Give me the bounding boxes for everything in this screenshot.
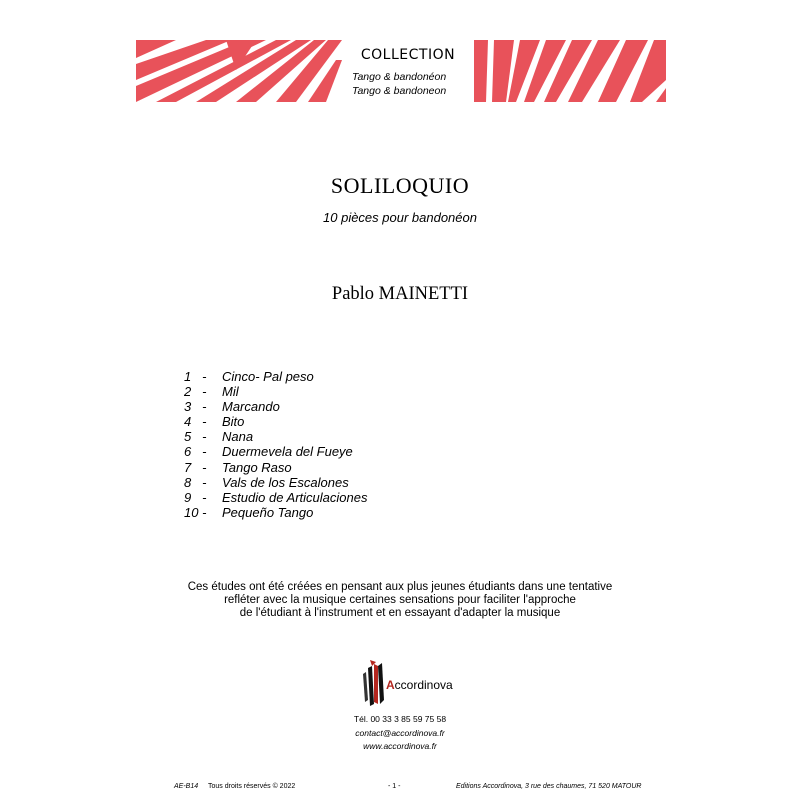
piece-number: 7 - xyxy=(184,459,207,475)
page-subtitle: 10 pièces pour bandonéon xyxy=(323,210,477,225)
piece-title: Estudio de Articulaciones xyxy=(222,489,368,505)
logo-wordmark: ccordinova xyxy=(394,678,453,692)
description-line: Ces études ont été créées en pensant aux plus jeunes étudiants dans une tentative xyxy=(187,581,613,593)
footer-page-number: - 1 - xyxy=(388,783,401,790)
composer-name: Pablo MAINETTI xyxy=(331,284,469,304)
piece-title: Pequeño Tango xyxy=(222,504,314,520)
accordinova-logo xyxy=(360,660,460,710)
piece-number: 2 - xyxy=(184,384,207,400)
piece-title: Marcando xyxy=(222,399,280,415)
collection-banner xyxy=(136,40,666,102)
page-title: SOLILOQUIO xyxy=(330,173,470,198)
logo-text xyxy=(386,678,453,692)
piece-number: 4 - xyxy=(184,414,207,430)
piece-number: 10 - xyxy=(184,504,207,520)
piece-title: Duermevela del Fueye xyxy=(222,444,353,460)
piece-number: 3 - xyxy=(184,399,207,415)
description xyxy=(0,581,800,620)
description-line: de l'étudiant à l'instrument et en essayant d'adapter la musique xyxy=(239,607,561,619)
piece-number: 5 - xyxy=(184,429,207,445)
footer-address: Editions Accordinova, 3 rue des chaumes, 71 520 MATOUR xyxy=(456,783,642,790)
description-line: refléter avec la musique certaines sensations pour faciliter l'approche xyxy=(224,594,576,606)
footer-rights: Tous droits réservés © 2022 xyxy=(208,783,296,790)
piece-number: 6 - xyxy=(184,444,207,460)
collection-label-box xyxy=(342,44,474,98)
piece-number: 1 - xyxy=(184,369,207,384)
piece-number: 8 - xyxy=(184,474,207,490)
logo-letter: A xyxy=(386,678,395,692)
piece-title: Cinco- Pal peso xyxy=(222,369,314,384)
piece-title: Nana xyxy=(222,429,254,445)
collection-title: COLLECTION xyxy=(360,47,456,63)
contact-email[interactable]: contact@accordinova.fr xyxy=(355,728,445,738)
piece-title: Bito xyxy=(222,414,245,430)
footer-code: AE-B14 xyxy=(174,783,199,790)
piece-number: 9 - xyxy=(184,489,207,505)
piece-title: Tango Raso xyxy=(222,459,292,475)
collection-line-1: Tango & bandonéon xyxy=(352,71,447,83)
contact-phone: Tél. 00 33 3 85 59 75 58 xyxy=(353,714,447,724)
piece-title: Mil xyxy=(222,384,239,400)
piece-title: Vals de los Escalones xyxy=(222,474,349,490)
collection-line-2: Tango & bandoneon xyxy=(352,85,447,97)
contact-website[interactable]: www.accordinova.fr xyxy=(363,741,437,751)
